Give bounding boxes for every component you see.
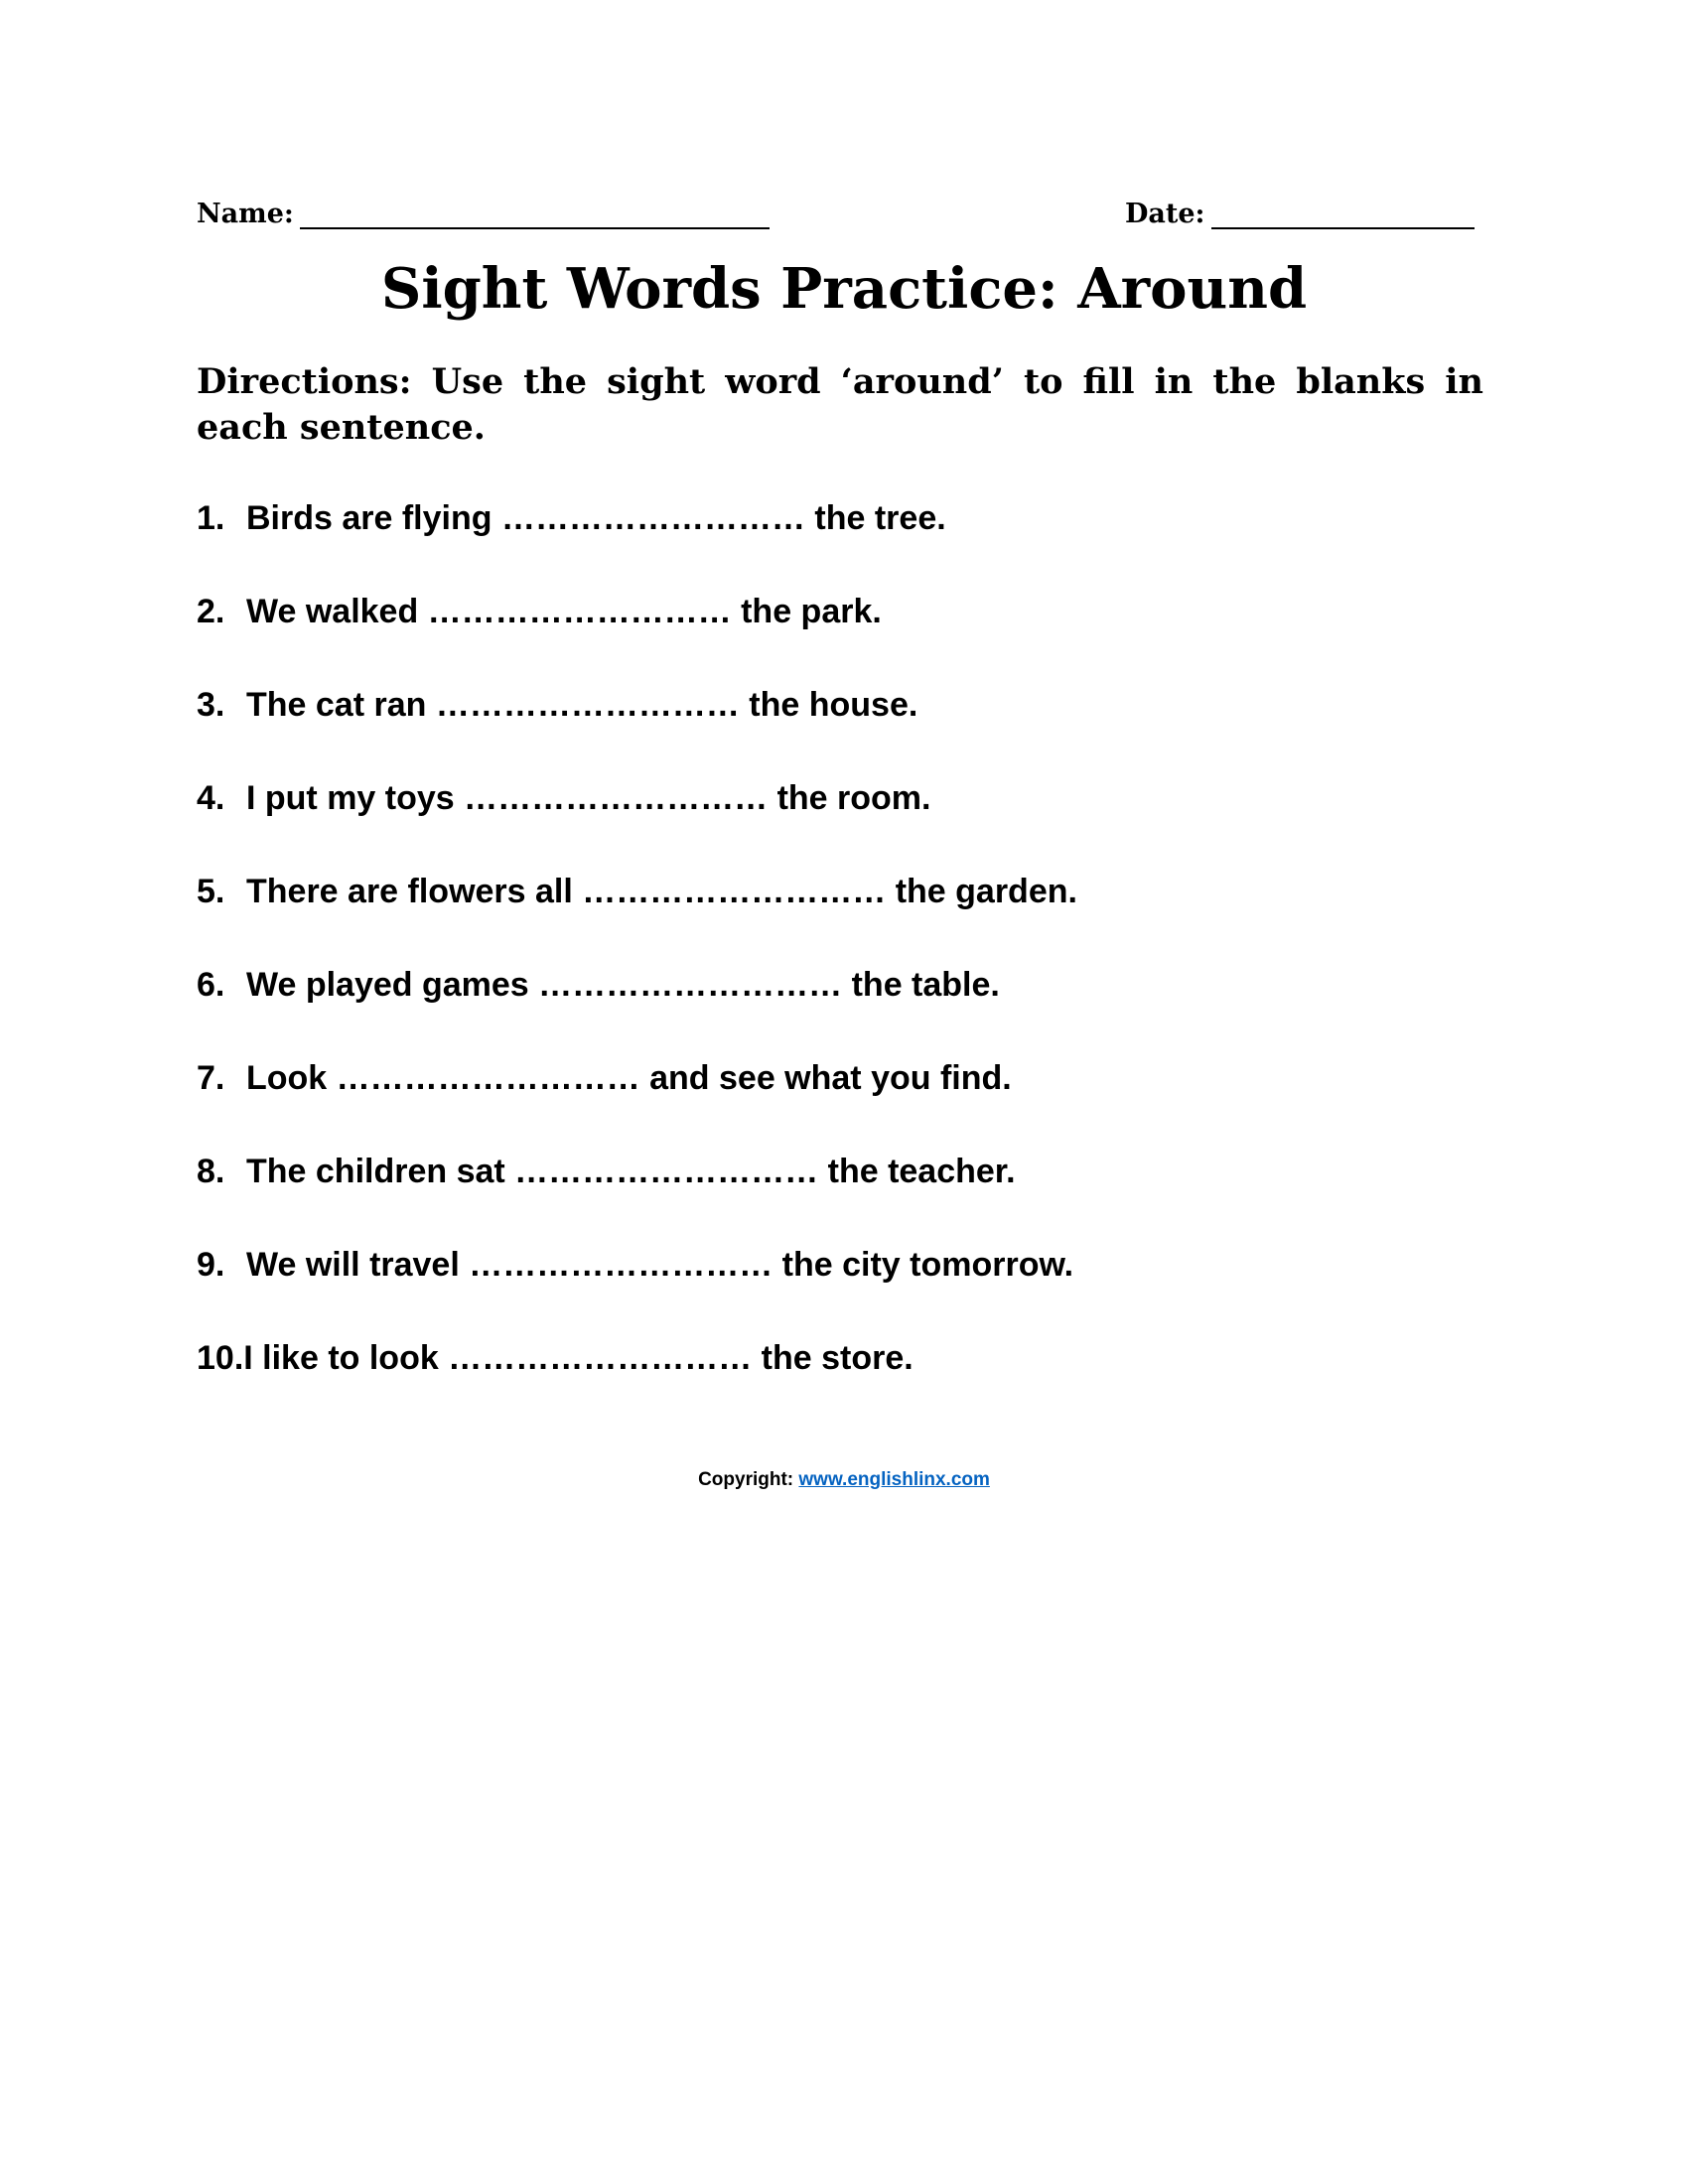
exercise-item: [197, 499, 1077, 593]
item-number: 4.: [197, 779, 225, 817]
item-sentence: We will travel ……………………… the city tomorrow.: [246, 1246, 1074, 1284]
item-number: 2.: [197, 593, 225, 630]
item-sentence: The children sat ……………………… the teacher.: [246, 1153, 1016, 1190]
exercise-list: [197, 499, 1077, 1433]
date-blank-line[interactable]: [1211, 205, 1475, 229]
name-blank-line[interactable]: [300, 205, 770, 229]
copyright-label: Copyright:: [698, 1469, 794, 1490]
item-sentence: Look ……………………… and see what you find.: [246, 1059, 1012, 1097]
directions-text: Directions: Use the sight word ‘around’ to fill in the blanks in each sentence.: [197, 361, 1483, 448]
item-number: 3.: [197, 686, 225, 724]
exercise-item: [197, 1153, 1077, 1246]
exercise-item: [197, 593, 1077, 686]
exercise-item: [197, 1059, 1077, 1153]
item-number: 7.: [197, 1059, 225, 1097]
website-link[interactable]: www.englishlinx.com: [798, 1469, 990, 1490]
item-sentence: We played games ……………………… the table.: [246, 966, 1000, 1004]
item-sentence: I put my toys ……………………… the room.: [246, 779, 931, 817]
date-label: Date:: [1125, 199, 1205, 229]
exercise-item: [197, 1246, 1077, 1339]
item-sentence: There are flowers all ……………………… the garden.: [246, 873, 1077, 910]
item-sentence: I like to look ……………………… the store.: [243, 1339, 914, 1377]
exercise-item: [197, 779, 1077, 873]
date-field[interactable]: [1125, 199, 1475, 229]
exercise-item: [197, 873, 1077, 966]
name-field[interactable]: [197, 199, 770, 229]
name-label: Name:: [197, 199, 294, 229]
exercise-item: [197, 686, 1077, 779]
item-sentence: Birds are flying ……………………… the tree.: [246, 499, 946, 537]
item-sentence: The cat ran ……………………… the house.: [246, 686, 918, 724]
page-title: Sight Words Practice: Around: [380, 256, 1308, 322]
item-number: 1.: [197, 499, 225, 537]
item-number: 8.: [197, 1153, 225, 1190]
item-number: 9.: [197, 1246, 225, 1284]
copyright-footer: [0, 1469, 1688, 1491]
exercise-item: [197, 1339, 1077, 1433]
item-sentence: We walked ……………………… the park.: [246, 593, 882, 630]
exercise-item: [197, 966, 1077, 1059]
item-number: 10.: [197, 1339, 244, 1377]
item-number: 6.: [197, 966, 225, 1004]
item-number: 5.: [197, 873, 225, 910]
